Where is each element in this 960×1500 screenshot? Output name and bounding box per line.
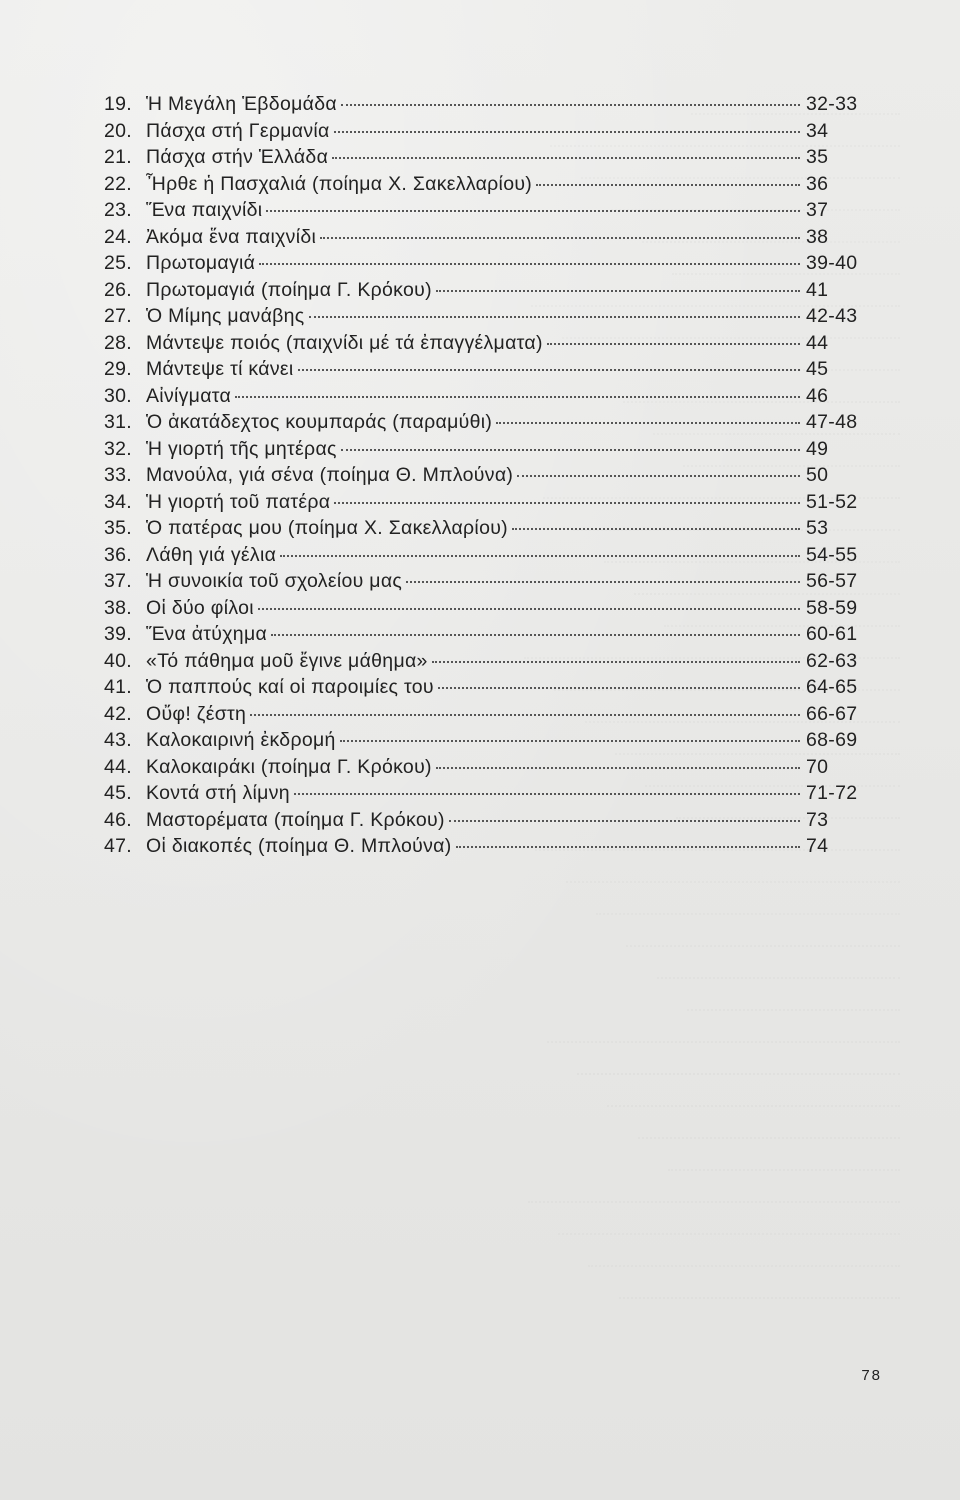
- dot-leader: [547, 343, 800, 345]
- toc-entry: [104, 438, 864, 465]
- toc-entry-number: 38.: [104, 596, 133, 619]
- dot-leader: [517, 475, 800, 477]
- toc-entry-page: 38: [806, 225, 829, 248]
- dot-leader: [334, 502, 800, 504]
- toc-entry: [104, 279, 864, 306]
- toc-entry-number: 44.: [104, 755, 133, 778]
- toc-entry-title: Ἕνα ἀτύχημα: [146, 623, 268, 645]
- dot-leader: [271, 634, 800, 636]
- dot-leader: [496, 422, 800, 424]
- dot-leader: [258, 608, 800, 610]
- toc-entry: [104, 93, 864, 120]
- toc-entry: [104, 756, 864, 783]
- toc-entry-number: 22.: [104, 172, 133, 195]
- toc-entry-title: Ἦρθε ἡ Πασχαλιά (ποίημα Χ. Σακελλαρίου): [146, 172, 533, 195]
- toc-entry-page: 56-57: [806, 570, 858, 592]
- page-number: 78: [861, 1367, 882, 1384]
- toc-entry-title: Μάντεψε ποιός (παιχνίδι μέ τά ἐπαγγέλματα): [146, 331, 543, 354]
- toc-entry-page: 37: [806, 199, 829, 221]
- toc-entry: [104, 173, 864, 200]
- dot-leader: [436, 290, 800, 292]
- toc-entry: [104, 358, 864, 385]
- toc-entry: [104, 835, 864, 862]
- toc-entry: [104, 252, 864, 279]
- toc-entry-title: Οἱ δύο φίλοι: [146, 596, 254, 619]
- toc-entry: [104, 517, 864, 544]
- toc-entry-number: 19.: [104, 93, 133, 115]
- toc-entry-number: 40.: [104, 649, 133, 672]
- toc-entry: [104, 464, 864, 491]
- toc-entry-number: 31.: [104, 411, 133, 433]
- toc-entry-number: 36.: [104, 543, 133, 566]
- toc-entry-page: 71-72: [806, 782, 858, 804]
- toc-entry: [104, 146, 864, 173]
- toc-entry-number: 32.: [104, 437, 133, 460]
- dot-leader: [259, 263, 800, 265]
- toc-entry-title: Ἡ γιορτή τῆς μητέρας: [146, 437, 337, 460]
- toc-entry-title: Πάσχα στήν Ἑλλάδα: [146, 146, 329, 168]
- toc-entry-title: Κοντά στή λίμνη: [146, 782, 290, 804]
- toc-entry-page: 73: [806, 808, 829, 831]
- toc-entry-title: Οὔφ! ζέστη: [146, 702, 247, 725]
- toc-entry-title: Αἰνίγματα: [146, 384, 232, 407]
- bleed-through-line: [687, 981, 900, 1011]
- toc-entry-page: 49: [806, 437, 829, 460]
- dot-leader: [280, 555, 800, 557]
- toc-entry-title: «Τό πάθημα μοῦ ἔγινε μάθημα»: [146, 649, 428, 672]
- toc-entry-page: 44: [806, 331, 829, 354]
- toc-entry-title: Ἡ γιορτή τοῦ πατέρα: [146, 490, 331, 513]
- toc-entry-title: Λάθη γιά γέλια: [146, 543, 277, 566]
- dot-leader: [294, 793, 800, 795]
- toc-entry-page: 42-43: [806, 305, 858, 327]
- toc-entry-page: 39-40: [806, 252, 858, 274]
- toc-entry: [104, 491, 864, 518]
- bleed-through-line: [638, 1109, 900, 1139]
- toc-entry-number: 34.: [104, 490, 133, 513]
- toc-entry-title: Ὁ παππούς καί οἱ παροιμίες του: [146, 676, 434, 698]
- toc-entry: [104, 676, 864, 703]
- toc-entry-page: 54-55: [806, 543, 858, 566]
- toc-entry-title: Ἡ συνοικία τοῦ σχολείου μας: [146, 570, 403, 592]
- toc-entry-number: 39.: [104, 623, 133, 645]
- toc-entry-number: 33.: [104, 464, 133, 486]
- bleed-through-line: [657, 949, 900, 979]
- toc-entry: [104, 782, 864, 809]
- toc-entry-number: 42.: [104, 702, 133, 725]
- toc-entry-page: 46: [806, 384, 829, 407]
- toc-entry-title: Καλοκαιρινή ἐκδρομή: [146, 729, 336, 751]
- toc-entry: [104, 703, 864, 730]
- toc-entry-page: 74: [806, 835, 829, 857]
- bleed-through-line: [668, 1141, 900, 1171]
- toc-entry-number: 25.: [104, 252, 133, 274]
- toc-entry: [104, 570, 864, 597]
- toc-entry: [104, 650, 864, 677]
- toc-entry-page: 35: [806, 146, 829, 168]
- toc-entry-page: 50: [806, 464, 829, 486]
- dot-leader: [235, 396, 800, 398]
- toc-entry-number: 41.: [104, 676, 133, 698]
- dot-leader: [309, 316, 800, 318]
- bleed-through-line: [588, 1237, 900, 1267]
- toc-entry-title: Ἡ Μεγάλη Ἑβδομάδα: [146, 93, 337, 115]
- toc-entry: [104, 385, 864, 412]
- toc-entry: [104, 729, 864, 756]
- dot-leader: [266, 210, 800, 212]
- toc-entry: [104, 120, 864, 147]
- toc-entry-title: Πρωτομαγιά (ποίημα Γ. Κρόκου): [146, 278, 432, 301]
- bleed-through-line: [626, 917, 900, 947]
- toc-entry-page: 66-67: [806, 702, 858, 725]
- toc-entry-page: 60-61: [806, 623, 858, 645]
- dot-leader: [456, 846, 800, 848]
- toc-entry-page: 51-52: [806, 490, 858, 513]
- toc-entry-number: 23.: [104, 199, 133, 221]
- toc-entry-title: Μανούλα, γιά σένα (ποίημα Θ. Μπλούνα): [146, 464, 514, 486]
- toc-entry-page: 32-33: [806, 93, 858, 115]
- toc-entry-title: Ὁ ἀκατάδεχτος κουμπαράς (παραμύθι): [146, 411, 493, 433]
- bleed-through-line: [558, 1205, 900, 1235]
- toc-entry: [104, 623, 864, 650]
- toc-entry-number: 27.: [104, 305, 133, 327]
- toc-entry-page: 64-65: [806, 676, 858, 698]
- toc-entry: [104, 332, 864, 359]
- toc-entry-number: 30.: [104, 384, 133, 407]
- toc-entry-title: Ὁ Μίμης μανάβης: [146, 305, 305, 327]
- dot-leader: [334, 131, 800, 133]
- toc-entry-number: 45.: [104, 782, 133, 804]
- toc-entry-title: Μάντεψε τί κάνει: [146, 358, 294, 380]
- dot-leader: [341, 104, 800, 106]
- dot-leader: [512, 528, 800, 530]
- dot-leader: [298, 369, 801, 371]
- toc-entry-number: 20.: [104, 119, 133, 142]
- toc-entry: [104, 597, 864, 624]
- toc-entry-title: Οἱ διακοπές (ποίημα Θ. Μπλούνα): [146, 835, 452, 857]
- bleed-through-line: [596, 885, 900, 915]
- toc-entry-title: Πρωτομαγιά: [146, 252, 256, 274]
- toc-entry-page: 70: [806, 755, 829, 778]
- toc-entry-title: Πάσχα στή Γερμανία: [146, 119, 330, 142]
- toc-entry-number: 47.: [104, 835, 133, 857]
- dot-leader: [250, 714, 800, 716]
- toc-entry: [104, 226, 864, 253]
- toc-entry-number: 37.: [104, 570, 133, 592]
- toc-entry-number: 28.: [104, 331, 133, 354]
- toc-entry-title: Μαστορέματα (ποίημα Γ. Κρόκου): [146, 808, 445, 831]
- bleed-through-line: [577, 1045, 900, 1075]
- dot-leader: [406, 581, 800, 583]
- toc-entry-page: 58-59: [806, 596, 858, 619]
- dot-leader: [449, 820, 800, 822]
- toc-entry-number: 26.: [104, 278, 133, 301]
- table-of-contents: [104, 93, 864, 862]
- toc-entry-page: 36: [806, 172, 829, 195]
- dot-leader: [332, 157, 800, 159]
- toc-entry-page: 47-48: [806, 411, 858, 433]
- toc-entry-page: 62-63: [806, 649, 858, 672]
- toc-entry-page: 34: [806, 119, 829, 142]
- toc-entry-page: 53: [806, 517, 829, 539]
- bleed-through-line: [607, 1077, 900, 1107]
- dot-leader: [320, 237, 800, 239]
- dot-leader: [432, 661, 800, 663]
- toc-entry-title: Καλοκαιράκι (ποίημα Γ. Κρόκου): [146, 755, 432, 778]
- toc-entry: [104, 544, 864, 571]
- bleed-through-line: [619, 1269, 900, 1299]
- bleed-through-line: [547, 1013, 900, 1043]
- toc-entry-page: 45: [806, 358, 829, 380]
- toc-entry-number: 24.: [104, 225, 133, 248]
- bleed-through-line: [528, 1173, 900, 1203]
- dot-leader: [438, 687, 800, 689]
- dot-leader: [436, 767, 800, 769]
- toc-entry-number: 46.: [104, 808, 133, 831]
- toc-entry-page: 68-69: [806, 729, 858, 751]
- toc-entry-number: 29.: [104, 358, 133, 380]
- toc-entry-page: 41: [806, 278, 829, 301]
- toc-entry: [104, 411, 864, 438]
- dot-leader: [536, 184, 800, 186]
- toc-entry: [104, 809, 864, 836]
- toc-entry-title: Ἕνα παιχνίδι: [146, 199, 263, 221]
- toc-entry-title: Ἀκόμα ἕνα παιχνίδι: [146, 225, 317, 248]
- toc-entry-number: 35.: [104, 517, 133, 539]
- toc-entry: [104, 199, 864, 226]
- toc-entry: [104, 305, 864, 332]
- toc-entry-number: 43.: [104, 729, 133, 751]
- dot-leader: [341, 449, 800, 451]
- dot-leader: [340, 740, 800, 742]
- toc-entry-title: Ὁ πατέρας μου (ποίημα Χ. Σακελλαρίου): [146, 517, 508, 539]
- toc-entry-number: 21.: [104, 146, 133, 168]
